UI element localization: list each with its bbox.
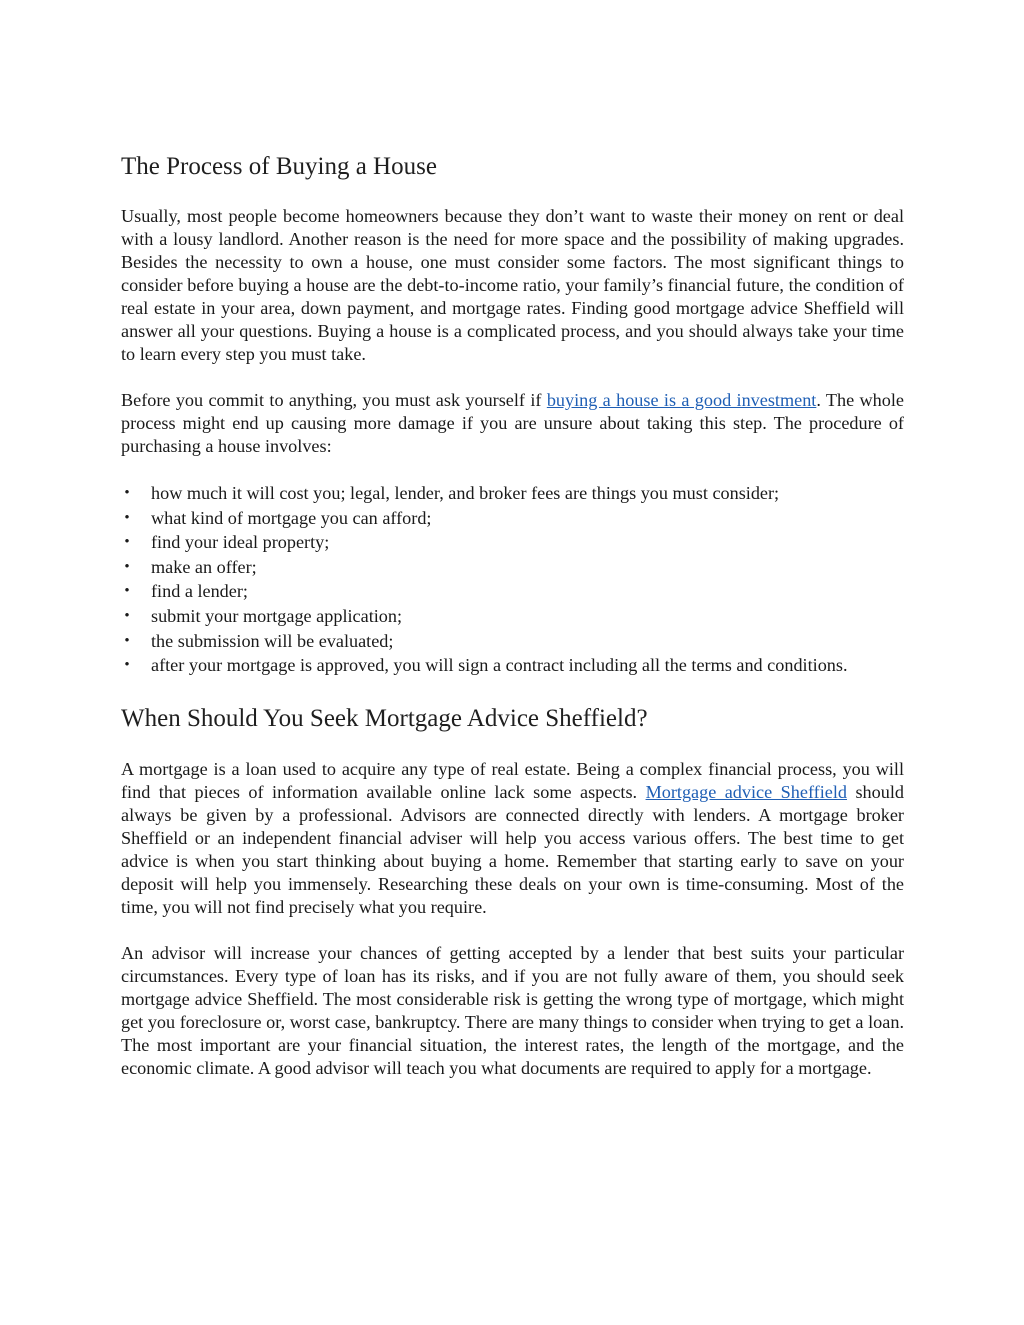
list-item bbox=[121, 481, 904, 506]
paragraph-text: A mortgage is a loan used to acquire any type of real estate. Being a complex financial process, you will find that pieces of information available online lack some aspects. bbox=[121, 758, 904, 802]
section-heading-buying-process: The Process of Buying a House bbox=[121, 153, 437, 180]
paragraph-text: should always be given by a professional. Advisors are connected directly with lenders. A mortgage broker Sheffield or an independent financial adviser will help you access various offers. The best time to get advice is when you start thinking about buying a home. Remember that starting early to save on your deposit will help you immensely. Researching these deals on your own is time-consuming. Most of the time, you will not find precisely what you require. bbox=[121, 781, 904, 917]
list-item bbox=[121, 579, 904, 604]
document-page bbox=[121, 152, 904, 1103]
paragraph-investment bbox=[121, 389, 904, 458]
list-item-text: what kind of mortgage you can afford; bbox=[151, 507, 432, 528]
investment-link[interactable]: buying a house is a good investment bbox=[546, 390, 817, 410]
paragraph-intro: Usually, most people become homeowners because they don’t want to waste their money on rent or deal with a lousy landlord. Another reason is the need for more space and the possibility of making upgrades. Besides the necessity to own a house, one must consider some factors. The most significant things to consider before buying a house are the debt-to-income ratio, your family’s financial future, the condition of real estate in your area, down payment, and mortgage rates. Finding good mortgage advice Sheffield will answer all your questions. Buying a house is a complicated process, and you should always take your time to learn every step you must take. bbox=[121, 206, 904, 364]
section-heading-mortgage-advice: When Should You Seek Mortgage Advice Sheffield? bbox=[121, 704, 648, 732]
bullet-icon: • bbox=[124, 583, 130, 600]
bullet-icon: • bbox=[124, 534, 130, 551]
procedure-list bbox=[121, 481, 904, 678]
list-item-text: make an offer; bbox=[151, 556, 257, 577]
list-item bbox=[121, 555, 904, 580]
bullet-icon: • bbox=[124, 485, 130, 501]
bullet-icon: • bbox=[124, 607, 130, 624]
list-item-text: the submission will be evaluated; bbox=[151, 630, 394, 651]
bullet-icon: • bbox=[124, 558, 130, 575]
list-item bbox=[121, 629, 904, 654]
paragraph-advisor: An advisor will increase your chances of getting accepted by a lender that best suits your particular circumstances. Every type of loan has its risks, and if you are not fully aware of them, you should seek mortgage advice Sheffield. The most considerable risk is getting the wrong type of mortgage, which might get you foreclosure or, worst case, bankruptcy. There are many things to consider when trying to get a loan. The most important are your financial situation, the interest rates, the length of the mortgage, and the economic climate. A good advisor will teach you what documents are required to apply for a mortgage. bbox=[121, 942, 904, 1078]
bullet-icon: • bbox=[124, 632, 130, 649]
bullet-icon: • bbox=[124, 509, 130, 526]
paragraph-text: . The whole process might end up causing more damage if you are unsure about taking this step. The procedure of purchasing a house involves: bbox=[121, 390, 904, 456]
mortgage-advice-link[interactable]: Mortgage advice Sheffield bbox=[645, 781, 848, 802]
list-item bbox=[121, 604, 904, 629]
paragraph-text: Before you commit to anything, you must ask yourself if bbox=[121, 390, 547, 410]
list-item-text: after your mortgage is approved, you will sign a contract including all the terms and conditions. bbox=[151, 655, 848, 676]
list-item bbox=[121, 653, 904, 678]
list-item bbox=[121, 506, 904, 531]
list-item-text: how much it will cost you; legal, lender, and broker fees are things you must consider; bbox=[151, 483, 780, 503]
list-item bbox=[121, 530, 904, 555]
list-item-text: find a lender; bbox=[151, 581, 248, 602]
bullet-icon: • bbox=[124, 657, 130, 674]
list-item-text: find your ideal property; bbox=[151, 532, 330, 553]
paragraph-mortgage-definition bbox=[121, 758, 904, 919]
list-item-text: submit your mortgage application; bbox=[151, 605, 403, 626]
